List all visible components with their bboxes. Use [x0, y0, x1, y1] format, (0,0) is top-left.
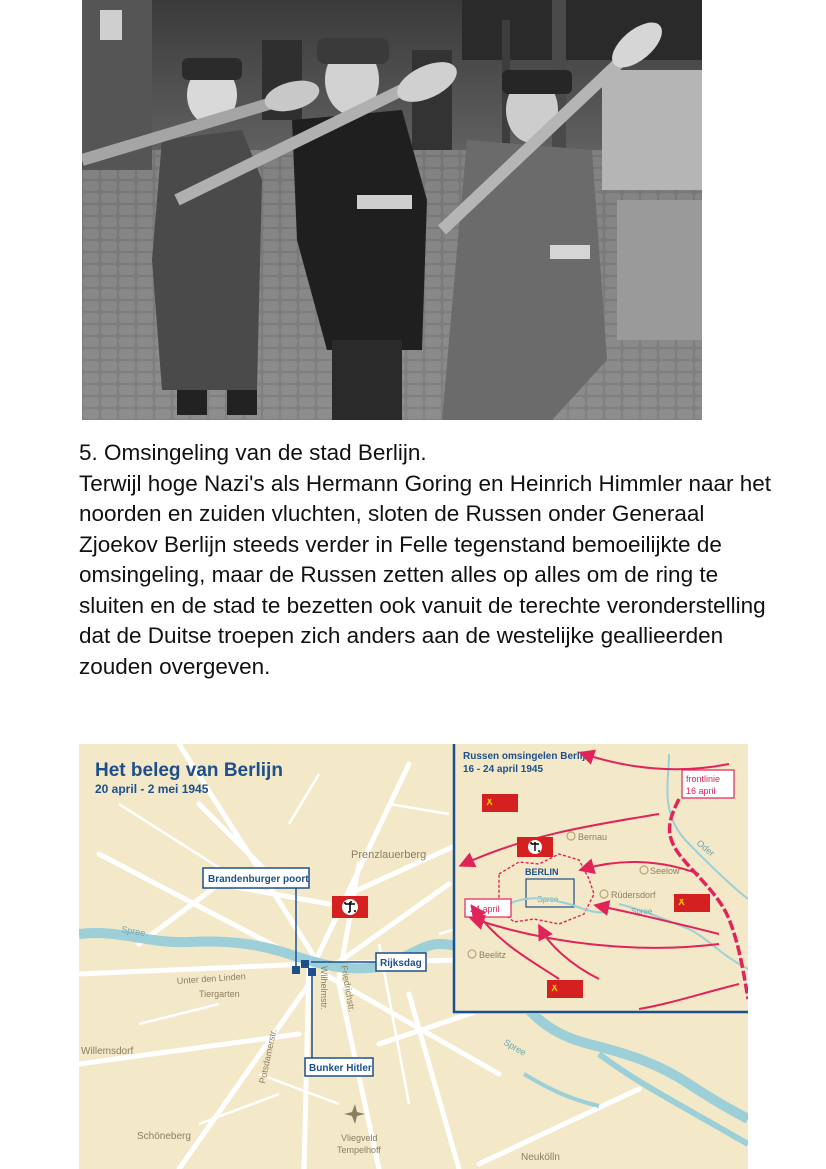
label-schoneberg: Schöneberg	[137, 1131, 191, 1142]
label-spree-river-inset: Spree	[631, 907, 653, 916]
label-willemsdorf: Willemsdorf	[81, 1046, 134, 1057]
brandenburger-poort-marker	[292, 966, 300, 974]
german-flag-inset	[517, 837, 553, 857]
rijksdag-label: Rijksdag	[380, 958, 422, 969]
map-dates: 20 april - 2 mei 1945	[95, 782, 209, 796]
inset-map	[454, 744, 748, 1014]
bunker-marker	[308, 968, 316, 976]
label-spree-inset: Spree	[537, 895, 559, 904]
frontlinie-line1: frontlinie	[686, 774, 721, 784]
label-prenzlauerberg: Prenzlauerberg	[351, 849, 427, 861]
label-beelitz: Beelitz	[479, 950, 507, 960]
inset-title-line1: Russen omsingelen Berlijn	[463, 751, 592, 762]
label-seelow: Seelow	[650, 866, 680, 876]
label-rudersdorf: Rüdersdorf	[611, 890, 656, 900]
german-flag-main	[332, 896, 368, 918]
label-wilhelmstr: Wilhelmstr.	[319, 966, 329, 1011]
date-24-april: 24 april	[470, 904, 500, 914]
caption-heading: 5. Omsingeling van de stad Berlijn.	[79, 440, 427, 465]
brandenburger-poort-label: Brandenburger poort	[208, 874, 309, 885]
label-potsdamerstr: Potsdamerstr.	[257, 1028, 279, 1085]
label-neukolln: Neukölln	[521, 1152, 560, 1163]
photo-militia-with-panzerfausts	[82, 0, 702, 420]
map-svg	[79, 744, 748, 1169]
label-vliegveld-line1: Vliegveld	[341, 1133, 378, 1143]
photo-illustration	[82, 0, 702, 420]
map-title: Het beleg van Berlijn	[95, 760, 283, 781]
caption-body: Terwijl hoge Nazi's als Hermann Goring en Heinrich Himmler naar het noorden en zuiden vluchten, sloten de Russen onder Generaal Zjoekov Berlijn steeds verder in Felle tegenstand bemoeilijkte de omsingeling, maar de Russen zetten alles op alles om de ring te sluiten en de stad te bezetten ook vanuit de terechte veronderstelling dat de Duitse troepen zich anders aan de westelijke geallieerden zouden overgeven.	[79, 470, 772, 679]
siege-of-berlin-map	[79, 744, 748, 1169]
label-friedrichstr: Friedrichstr.	[339, 964, 358, 1013]
label-spree-west: Spree	[120, 924, 147, 939]
soviet-flag-1	[482, 794, 518, 812]
label-oder: Oder	[694, 837, 717, 859]
label-spree-east: Spree	[502, 1037, 528, 1058]
bunker-hitler-label: Bunker Hitler	[309, 1063, 372, 1074]
label-unter-den-linden: Unter den Linden	[176, 971, 247, 986]
caption	[79, 438, 779, 682]
rijksdag-marker	[301, 960, 309, 968]
label-tiergarten: Tiergarten	[199, 989, 240, 999]
soviet-flag-3	[547, 980, 583, 998]
label-vliegveld-line2: Tempelhoff	[337, 1145, 381, 1155]
frontlinie-line2: 16 april	[686, 786, 716, 796]
label-bernau: Bernau	[578, 832, 608, 842]
soviet-flag-2	[674, 894, 710, 912]
inset-title-line2: 16 - 24 april 1945	[463, 764, 544, 775]
label-berlin: BERLIN	[525, 867, 559, 877]
